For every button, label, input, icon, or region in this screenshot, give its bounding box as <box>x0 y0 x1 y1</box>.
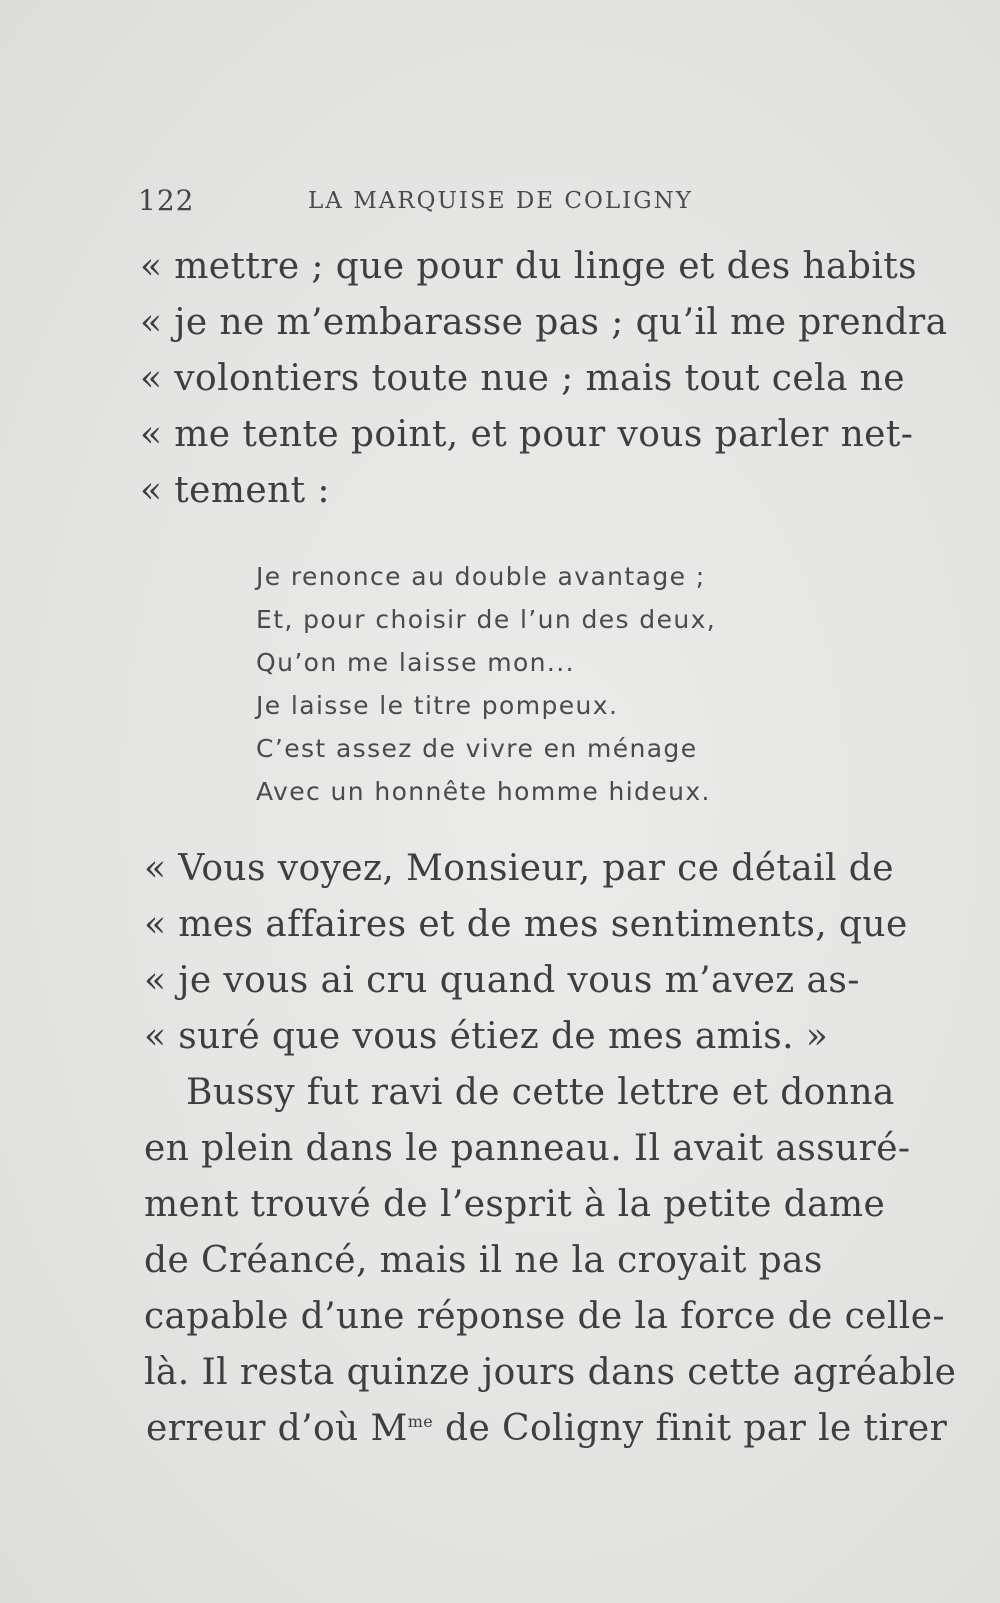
text-line: « tement : <box>140 470 330 511</box>
text-line: « suré que vous étiez de mes amis. » <box>144 1016 829 1057</box>
text-line: là. Il resta quinze jours dans cette agréable <box>144 1352 957 1393</box>
text-line: « je vous ai cru quand vous m’avez as- <box>144 960 860 1001</box>
text-line: « volontiers toute nue ; mais tout cela ne <box>140 358 905 399</box>
running-title: LA MARQUISE DE COLIGNY <box>308 188 693 214</box>
page-number: 122 <box>138 184 195 217</box>
text-line <box>146 1408 947 1449</box>
text-line: ment trouvé de l’esprit à la petite dame <box>144 1184 886 1225</box>
text-line: « me tente point, et pour vous parler net- <box>140 414 914 455</box>
verse-line: Avec un honnête homme hideux. <box>256 777 711 806</box>
text-line: capable d’une réponse de la force de celle- <box>144 1296 945 1337</box>
text-line: en plein dans le panneau. Il avait assuré- <box>144 1128 911 1169</box>
page-header <box>138 184 898 224</box>
text-line: « mes affaires et de mes sentiments, que <box>144 904 908 945</box>
text-line: « je ne m’embarasse pas ; qu’il me prendra <box>140 302 948 343</box>
text-line: « Vous voyez, Monsieur, par ce détail de <box>144 848 894 889</box>
text-segment: de Coligny finit par le tirer <box>433 1408 948 1449</box>
verse-line: Je laisse le titre pompeux. <box>256 691 619 720</box>
text-line: Bussy fut ravi de cette lettre et donna <box>186 1072 895 1113</box>
verse-line: Et, pour choisir de l’un des deux, <box>256 605 717 634</box>
verse-line: Qu’on me laisse mon... <box>256 648 575 677</box>
text-line: de Créancé, mais il ne la croyait pas <box>144 1240 823 1281</box>
verse-line: Je renonce au double avantage ; <box>256 562 706 591</box>
text-line: « mettre ; que pour du linge et des habits <box>140 246 918 287</box>
verse-line: C’est assez de vivre en ménage <box>256 734 698 763</box>
text-segment: erreur d’où M <box>146 1408 408 1449</box>
superscript: me <box>407 1412 434 1431</box>
